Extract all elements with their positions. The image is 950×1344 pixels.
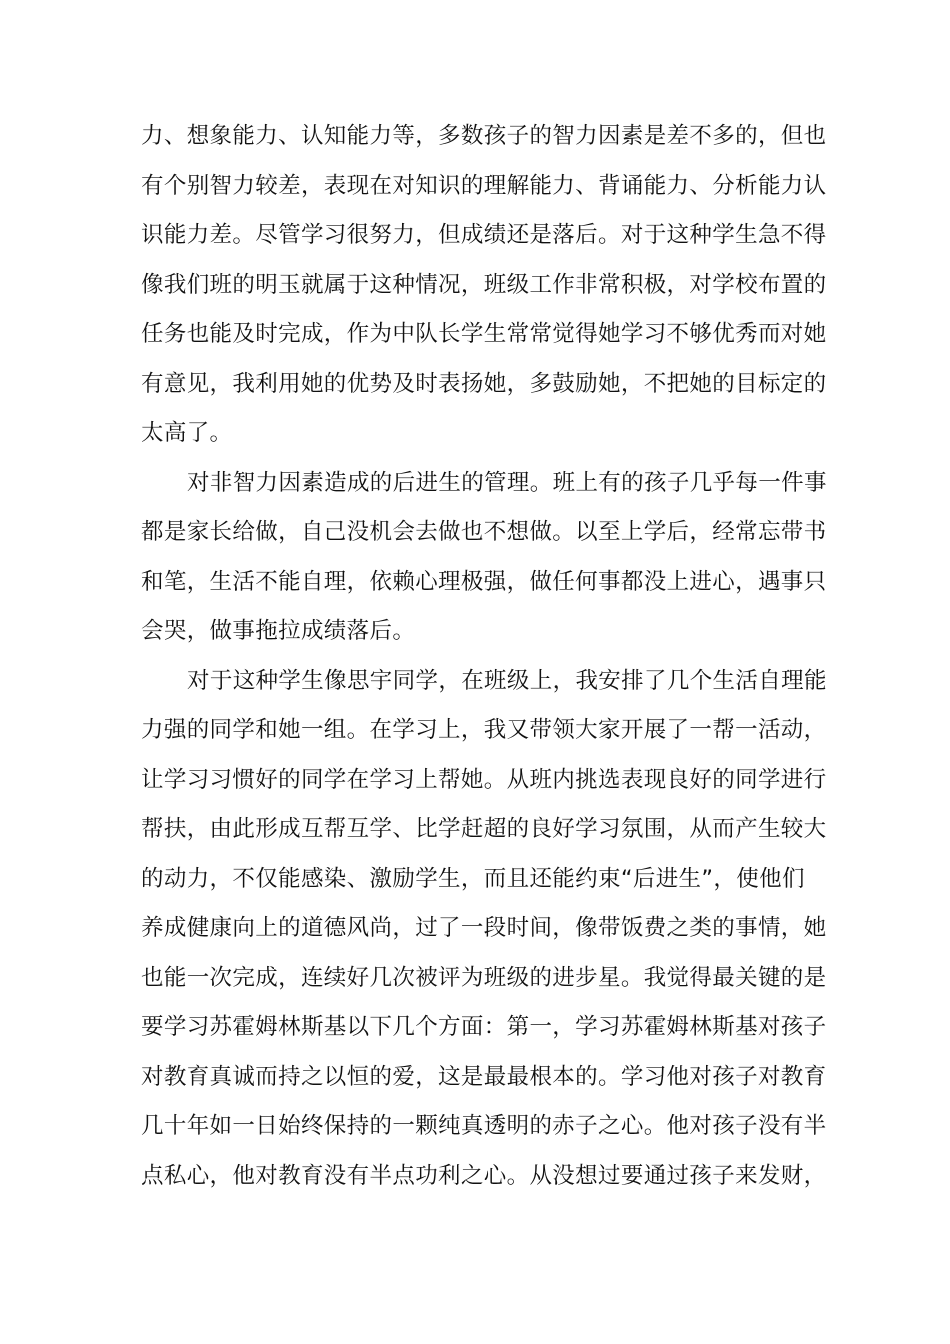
text-line: 帮扶，由此形成互帮互学、比学赶超的良好学习氛围，从而产生较大 [141,816,827,842]
text-line-first: 对非智力因素造成的后进生的管理。班上有的孩子几乎每一件事 [187,469,827,496]
paragraph-2 [141,459,827,657]
text-line: 要学习苏霍姆林斯基以下几个方面：第一，学习苏霍姆林斯基对孩子 [141,1014,827,1040]
text-line: 像我们班的明玉就属于这种情况，班级工作非常积极，对学校布置的 [141,271,827,298]
text-line: 识能力差。尽管学习很努力，但成绩还是落后。对于这种学生急不得 [141,222,827,248]
text-line-first: 对于这种学生像思宇同学，在班级上，我安排了几个生活自理能 [187,667,827,694]
text-line: 力、想象能力、认知能力等，多数孩子的智力因素是差不多的，但也 [141,123,827,149]
text-line: 对教育真诚而持之以恒的爱，这是最最根本的。学习他对孩子对教育 [141,1063,827,1090]
text-line: 有个别智力较差，表现在对知识的理解能力、背诵能力、分析能力认 [141,172,827,199]
text-line: 任务也能及时完成，作为中队长学生常常觉得她学习不够优秀而对她 [141,321,827,347]
text-line: 的动力，不仅能感染、激励学生，而且还能约束“后进生”，使他们 [141,865,805,892]
text-line: 点私心，他对教育没有半点功利之心。从没想过要通过孩子来发财， [141,1162,827,1189]
text-line: 力强的同学和她一组。在学习上，我又带领大家开展了一帮一活动， [141,717,827,743]
text-line: 养成健康向上的道德风尚，过了一段时间，像带饭费之类的事情，她 [141,915,827,941]
text-line: 让学习习惯好的同学在学习上帮她。从班内挑选表现良好的同学进行 [141,766,827,793]
document-body [141,112,827,1201]
text-line: 几十年如一日始终保持的一颗纯真透明的赤子之心。他对孩子没有半 [141,1113,827,1139]
paragraph-1 [141,112,827,459]
text-line: 都是家长给做，自己没机会去做也不想做。以至上学后，经常忘带书 [141,519,827,545]
text-line: 太高了。 [141,420,233,446]
paragraph-3 [141,657,827,1202]
text-line: 有意见，我利用她的优势及时表扬她，多鼓励她，不把她的目标定的 [141,370,827,397]
text-line: 和笔，生活不能自理，依赖心理极强，做任何事都没上进心，遇事只 [141,568,827,595]
text-line: 也能一次完成，连续好几次被评为班级的进步星。我觉得最关键的是 [141,964,827,991]
text-line: 会哭，做事拖拉成绩落后。 [141,618,416,644]
